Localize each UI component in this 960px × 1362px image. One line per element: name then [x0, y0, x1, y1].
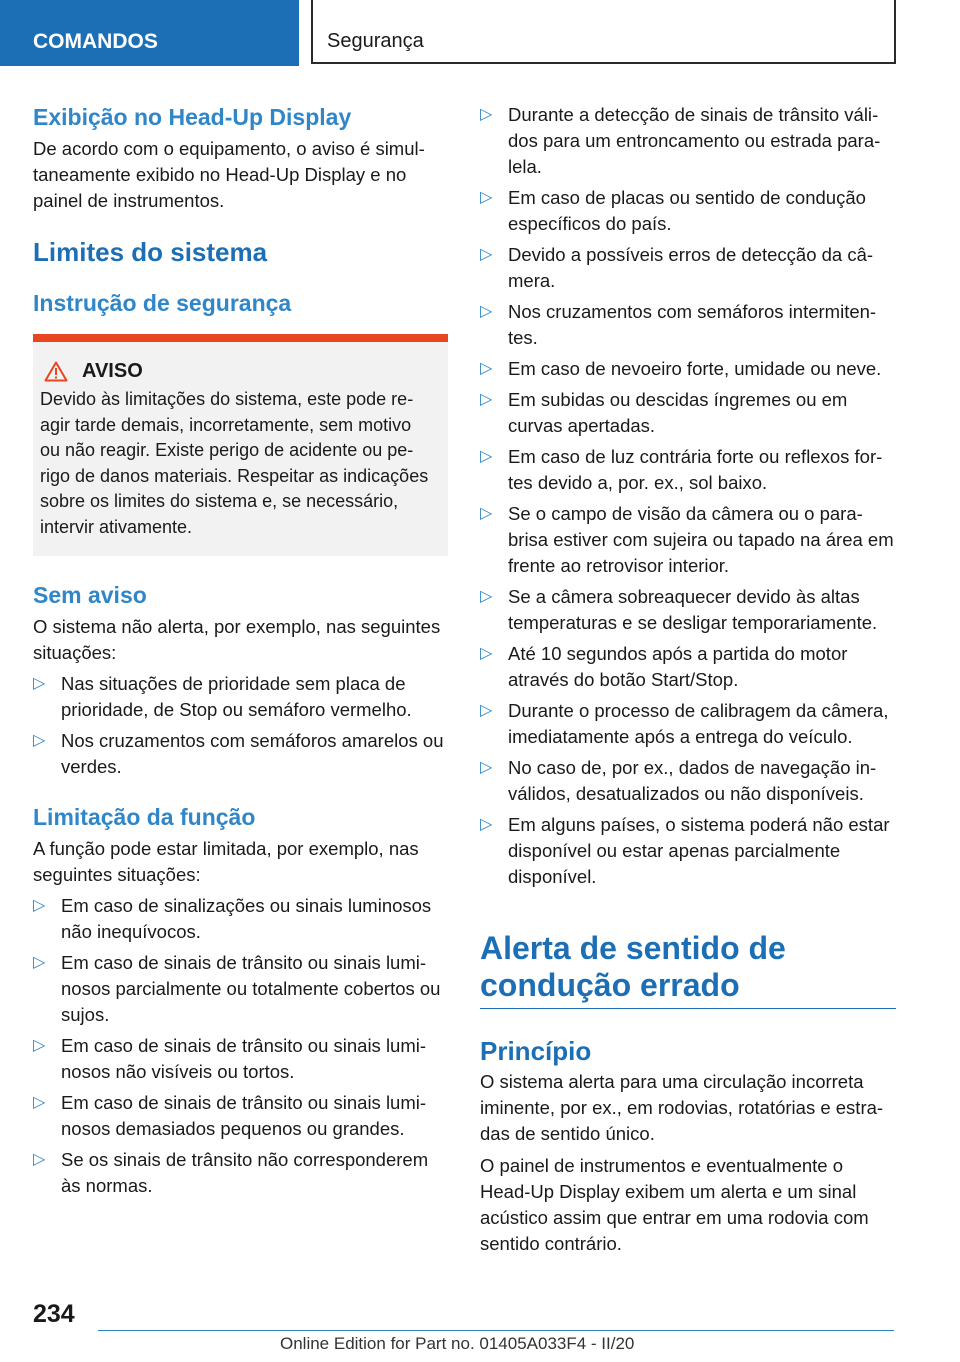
list-item: ▷ Nos cruzamentos com semáforos intermitentes.	[480, 301, 877, 348]
warning-label: AVISO	[82, 360, 143, 382]
list-item: ▷ Durante a detecção de sinais de trânsito válidos para um entroncamento ou estrada paralela.	[480, 104, 881, 177]
triangle-bullet-icon: ▷	[480, 106, 493, 123]
triangle-bullet-icon: ▷	[33, 1151, 46, 1168]
warning-text: Devido às limitações do sistema, este pode reagir tarde demais, incorretamente, sem motivo ou não reagir. Existe perigo de acidente ou perigo de danos materiais. Respeitar as indicações sobre os limites do sistema e, se necessário, intervir ativamente.	[40, 389, 429, 537]
triangle-bullet-icon: ▷	[33, 1094, 46, 1111]
triangle-bullet-icon: ▷	[33, 954, 46, 971]
principle-paragraph-2: O painel de instrumentos e eventualmente o Head-Up Display exibem um alerta e um sinal acústico assim que entrar em uma rodovia com sentido contrário.	[480, 1155, 869, 1254]
triangle-bullet-icon: ▷	[480, 360, 493, 377]
list-item: ▷ Se o campo de visão da câmera ou o para-brisa estiver com sujeira ou tapado na área em frente ao retrovisor interior.	[480, 503, 894, 576]
warning-box	[33, 334, 448, 556]
page-number: 234	[33, 1300, 75, 1328]
triangle-bullet-icon: ▷	[480, 645, 493, 662]
section-title: Segurança	[311, 0, 896, 64]
no-warning-heading: Sem aviso	[33, 582, 147, 608]
list-item: ▷ Até 10 segundos após a partida do motor através do botão Start/Stop.	[480, 643, 848, 690]
hud-heading: Exibição no Head-Up Display	[33, 104, 352, 130]
list-item: ▷ Em caso de sinais de trânsito ou sinais luminosos não visíveis ou tortos.	[33, 1035, 427, 1082]
triangle-bullet-icon: ▷	[480, 448, 493, 465]
list-item: ▷ Nas situações de prioridade sem placa de prioridade, de Stop ou semáforo vermelho.	[33, 673, 412, 720]
triangle-bullet-icon: ▷	[33, 1037, 46, 1054]
page-header	[0, 0, 960, 66]
list-item: ▷ Em subidas ou descidas íngremes ou em curvas apertadas.	[480, 389, 848, 436]
limits-heading: Limites do sistema	[33, 237, 268, 267]
warning-header	[40, 360, 436, 383]
list-item: ▷ Em caso de sinalizações ou sinais luminosos não inequívocos.	[33, 895, 432, 942]
triangle-bullet-icon: ▷	[480, 702, 493, 719]
wrong-way-section-header	[480, 930, 896, 1009]
wrong-way-heading: Alerta de sentido de condução errado	[480, 930, 786, 1003]
triangle-bullet-icon: ▷	[480, 246, 493, 263]
triangle-bullet-icon: ▷	[480, 588, 493, 605]
list-item: ▷ Se os sinais de trânsito não corresponderem às normas.	[33, 1149, 429, 1196]
no-warning-list	[33, 671, 448, 780]
limitation-paragraph: A função pode estar limitada, por exemplo, nas seguintes situações:	[33, 838, 419, 885]
hud-paragraph: De acordo com o equipamento, o aviso é simultaneamente exibido no Head-Up Display e no painel de instrumentos.	[33, 138, 425, 211]
list-item: ▷ No caso de, por ex., dados de navegação inválidos, desatualizados ou não disponíveis.	[480, 757, 877, 804]
list-item: ▷ Em caso de luz contrária forte ou reflexos fortes devido a, por. ex., sol baixo.	[480, 446, 883, 493]
safety-heading: Instrução de segurança	[33, 290, 292, 316]
list-item: ▷ Devido a possíveis erros de detecção da câmera.	[480, 244, 874, 291]
triangle-bullet-icon: ▷	[480, 391, 493, 408]
principle-heading: Princípio	[480, 1036, 592, 1066]
edition-note: Online Edition for Part no. 01405A033F4 - II/20	[280, 1334, 635, 1353]
list-item: ▷ Em caso de placas ou sentido de condução específicos do país.	[480, 187, 866, 234]
list-item: ▷ Se a câmera sobreaquecer devido às altas temperaturas e se desligar temporariamente.	[480, 586, 878, 633]
triangle-bullet-icon: ▷	[480, 189, 493, 206]
triangle-bullet-icon: ▷	[33, 732, 46, 749]
triangle-bullet-icon: ▷	[33, 897, 46, 914]
list-item: ▷ Em caso de sinais de trânsito ou sinais luminosos parcialmente ou totalmente cobertos ou sujos.	[33, 952, 441, 1025]
triangle-bullet-icon: ▷	[480, 759, 493, 776]
principle-paragraph-1: O sistema alerta para uma circulação incorreta iminente, por ex., em rodovias, rotatórias e estradas de sentido único.	[480, 1071, 884, 1144]
footer-divider	[98, 1330, 894, 1331]
triangle-bullet-icon: ▷	[480, 303, 493, 320]
left-column	[33, 102, 448, 1199]
list-item: ▷ Em caso de nevoeiro forte, umidade ou neve.	[480, 356, 896, 382]
warning-triangle-icon	[44, 361, 68, 382]
list-item: ▷ Nos cruzamentos com semáforos amarelos ou verdes.	[33, 730, 444, 777]
list-item: ▷ Em alguns países, o sistema poderá não estar disponível ou estar apenas parcialmente disponível.	[480, 814, 890, 887]
list-item: ▷ Em caso de sinais de trânsito ou sinais luminosos demasiados pequenos ou grandes.	[33, 1092, 427, 1139]
chapter-tab: COMANDOS	[0, 0, 299, 66]
triangle-bullet-icon: ▷	[480, 816, 493, 833]
limitation-list-continued	[480, 102, 896, 890]
right-column	[480, 102, 896, 1257]
triangle-bullet-icon: ▷	[480, 505, 493, 522]
no-warning-paragraph: O sistema não alerta, por exemplo, nas seguintes situações:	[33, 616, 441, 663]
list-item: ▷ Durante o processo de calibragem da câmera, imediatamente após a entrega do veículo.	[480, 700, 889, 747]
limitation-heading: Limitação da função	[33, 804, 256, 830]
limitation-list	[33, 893, 448, 1199]
triangle-bullet-icon: ▷	[33, 675, 46, 692]
